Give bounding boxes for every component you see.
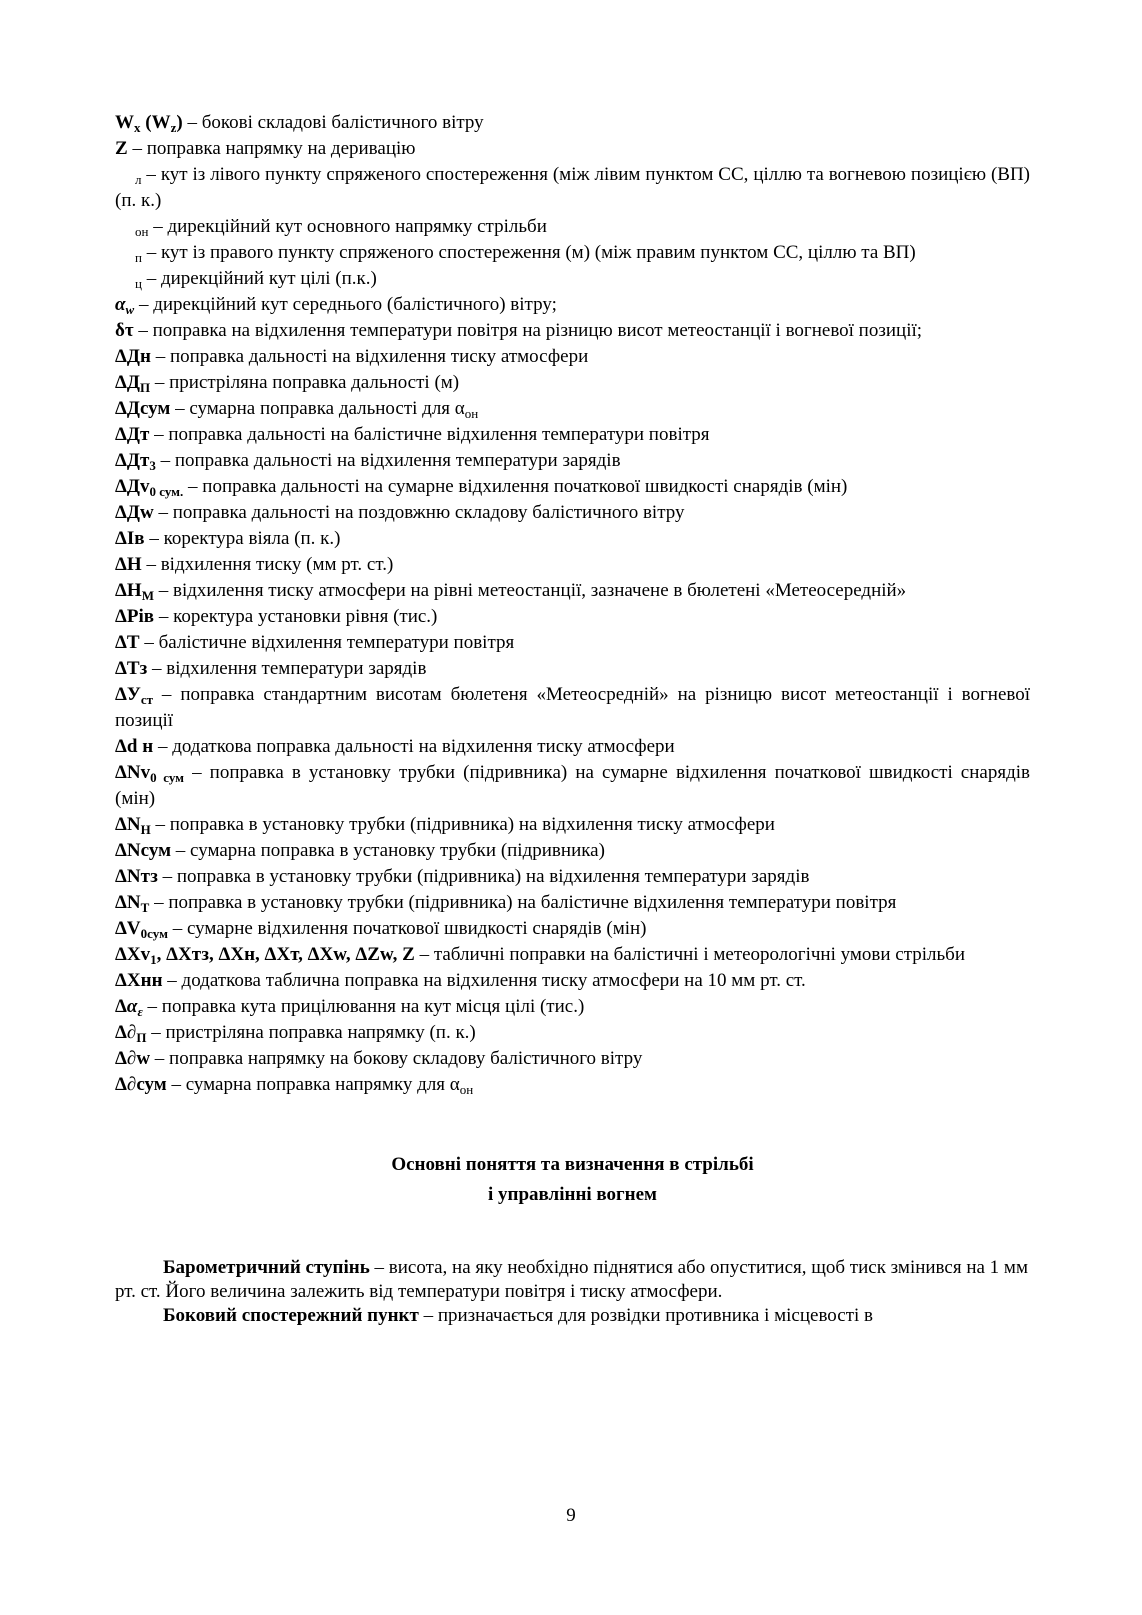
glossary-definition: – кут із лівого пункту спряженого спостереження (між лівим пунктом СС, ціллю та вогневою позицією (ВП) (п. к.) <box>115 164 1030 211</box>
glossary-entry <box>115 162 1030 214</box>
glossary-definition: – поправка в установку трубки (підривника) на відхилення тиску атмосфери <box>150 814 775 835</box>
glossary-entry <box>115 318 1030 344</box>
glossary-term: ΔН <box>115 554 142 575</box>
glossary-entry <box>115 604 1030 630</box>
glossary-entry <box>115 630 1030 656</box>
glossary-definition: – дирекційний кут основного напрямку стрільби <box>148 216 547 237</box>
section-heading-line2: і управлінні вогнем <box>488 1184 657 1205</box>
glossary-term: $\Delta\alpha_\varepsilon$ <box>115 996 143 1019</box>
glossary-definition: – поправка в установку трубки (підривника) на відхилення температури зарядів <box>157 866 810 887</box>
glossary-definition: – пристріляна поправка напрямку (п. к.) <box>146 1022 476 1043</box>
glossary-term: $W_x$ $(W_z)$ <box>115 112 183 135</box>
glossary-entry <box>115 734 1030 760</box>
glossary-term: п <box>135 250 142 265</box>
glossary-entry <box>115 136 1030 162</box>
glossary-term: δτ <box>115 320 134 341</box>
glossary-term: ΔДн <box>115 346 151 367</box>
glossary-definition: – балістичне відхилення температури повітря <box>139 632 515 653</box>
glossary-entry <box>115 214 1030 240</box>
glossary-term: он <box>135 224 149 239</box>
definition-paragraph: Боковий спостережний пункт – призначається для розвідки противника і місцевості в <box>163 1305 873 1326</box>
glossary-entry <box>115 760 1030 812</box>
glossary-term: ΔXнн <box>115 970 163 991</box>
glossary-entry <box>115 968 1030 994</box>
glossary-entry <box>115 1046 1030 1072</box>
glossary-term: $\Delta Д_П$ <box>115 372 151 395</box>
glossary-entry <box>115 890 1030 916</box>
glossary-term: ΔРів <box>115 606 155 627</box>
glossary-term: ΔXv$_1$, ΔXтз, ΔXн, ΔXт, ΔXw, ΔZw, Z <box>115 944 415 967</box>
glossary-term: ΔТз <box>115 658 148 679</box>
glossary-definition: – коректура віяла (п. к.) <box>144 528 341 549</box>
glossary-definition: – дирекційний кут середнього (балістичного) вітру; <box>134 294 557 315</box>
glossary-term: ΔТ <box>115 632 140 653</box>
glossary-definition: – поправка в установку трубки (підривника) на балістичне відхилення температури повітря <box>149 892 897 913</box>
glossary-entry <box>115 578 1030 604</box>
glossary-entry <box>115 942 1030 968</box>
glossary-term: ΔДсум <box>115 398 171 419</box>
glossary-term: ΔДv$_{0 сум.}$ <box>115 476 184 499</box>
glossary-definition: – поправка напрямку на деривацію <box>127 138 416 159</box>
page-number: 9 <box>566 1505 576 1526</box>
glossary-entry <box>115 474 1030 500</box>
glossary-definition: – поправка дальності на сумарне відхилення початкової швидкості снарядів (мін) <box>183 476 848 497</box>
glossary-entry <box>115 266 1030 292</box>
glossary-definition: – поправка кута прицілювання на кут місця цілі (тис.) <box>142 996 585 1017</box>
glossary-term: Z <box>115 138 128 159</box>
glossary-term: Δ∂сум <box>115 1074 167 1095</box>
glossary-definition: – сумарна поправка дальності для $\alpha_{он}$ <box>170 398 479 421</box>
section-heading <box>115 1150 1030 1210</box>
glossary-entry <box>115 916 1030 942</box>
glossary-entry <box>115 864 1030 890</box>
glossary-entry <box>115 682 1030 734</box>
glossary-term: ц <box>135 276 142 291</box>
glossary-definition: – поправка на відхилення температури повітря на різницю висот метеостанції і вогневої позиції; <box>133 320 923 341</box>
glossary-definition: – коректура установки рівня (тис.) <box>154 606 438 627</box>
glossary-entry <box>115 526 1030 552</box>
glossary-term: $\Delta V_{0сум}$ <box>115 918 168 941</box>
glossary-term: ΔДw <box>115 502 154 523</box>
glossary-term: Δd н <box>115 736 154 757</box>
glossary-entry <box>115 656 1030 682</box>
glossary-entry <box>115 448 1030 474</box>
glossary-definition: – бокові складові балістичного вітру <box>182 112 484 133</box>
glossary-entry <box>115 1072 1030 1098</box>
glossary-definition: – відхилення тиску (мм рт. ст.) <box>141 554 394 575</box>
glossary-entry <box>115 1020 1030 1046</box>
glossary-term: ΔNv$_{0 сум}$ <box>115 762 184 785</box>
glossary-definition: – поправка дальності на балістичне відхилення температури повітря <box>149 424 710 445</box>
glossary-entry <box>115 240 1030 266</box>
glossary-entry <box>115 552 1030 578</box>
glossary-entry <box>115 812 1030 838</box>
glossary-term: Δ∂w <box>115 1048 151 1069</box>
glossary-entry <box>115 838 1030 864</box>
glossary-definition: – сумарне відхилення початкової швидкості снарядів (мін) <box>167 918 647 939</box>
definition-paragraph: Барометричний ступінь – висота, на яку необхідно піднятися або опуститися, щоб тиск змінився на 1 мм рт. ст. Його величина залежить від температури повітря і тиску атмосфери. <box>115 1257 1028 1302</box>
glossary-term: ΔNтз <box>115 866 158 887</box>
glossary-list <box>115 110 1030 1098</box>
glossary-entry <box>115 344 1030 370</box>
glossary-definition: – табличні поправки на балістичні і метеорологічні умови стрільби <box>414 944 965 965</box>
glossary-definition: – поправка в установку трубки (підривника) на сумарне відхилення початкової швидкості снарядів (мін) <box>115 762 1030 809</box>
glossary-definition: – сумарна поправка напрямку для $\alpha_{он}$ <box>166 1074 474 1097</box>
glossary-definition: – поправка напрямку на бокову складову балістичного вітру <box>150 1048 643 1069</box>
glossary-term: ΔДт$_3$ <box>115 450 156 473</box>
glossary-term: $\Delta У_{ст}$ <box>115 684 154 707</box>
glossary-definition: – дирекційний кут цілі (п.к.) <box>141 268 377 289</box>
glossary-definition: – поправка дальності на відхилення температури зарядів <box>155 450 621 471</box>
glossary-term: ΔNсум <box>115 840 172 861</box>
glossary-definition: – кут із правого пункту спряженого спостереження (м) (між правим пунктом СС, ціллю та ВП) <box>141 242 916 263</box>
section-heading-line1: Основні поняття та визначення в стрільбі <box>391 1154 754 1175</box>
glossary-definition: – додаткова таблична поправка на відхилення тиску атмосфери на 10 мм рт. ст. <box>162 970 806 991</box>
glossary-term: $\Delta\partial_П$ <box>115 1022 147 1045</box>
glossary-definition: – поправка дальності на поздовжню складову балістичного вітру <box>153 502 685 523</box>
glossary-term: л <box>135 172 142 187</box>
glossary-entry <box>115 500 1030 526</box>
glossary-term: $\Delta N_Н$ <box>115 814 151 837</box>
glossary-definition: – поправка стандартним висотам бюлетеня «Метеосредній» на різницю висот метеостанції і вогневої позиції <box>115 684 1030 731</box>
glossary-term: ΔІв <box>115 528 145 549</box>
glossary-term: $\Delta Н_М$ <box>115 580 154 603</box>
glossary-entry <box>115 370 1030 396</box>
glossary-definition: – поправка дальності на відхилення тиску атмосфери <box>150 346 589 367</box>
glossary-definition: – сумарна поправка в установку трубки (підривника) <box>171 840 605 861</box>
glossary-entry <box>115 110 1030 136</box>
glossary-entry <box>115 292 1030 318</box>
glossary-definition: – відхилення температури зарядів <box>147 658 427 679</box>
glossary-entry <box>115 994 1030 1020</box>
glossary-definition: – відхилення тиску атмосфери на рівні метеостанції, зазначене в бюлетені «Метеосередній» <box>153 580 907 601</box>
glossary-entry <box>115 422 1030 448</box>
glossary-term: $\alpha_w$ <box>115 294 135 317</box>
definitions-section <box>115 1256 1030 1328</box>
glossary-term: $\Delta N_Т$ <box>115 892 150 915</box>
definition-term: Боковий спостережний пункт <box>163 1305 419 1326</box>
definition-term: Барометричний ступінь <box>163 1257 370 1278</box>
glossary-entry <box>115 396 1030 422</box>
glossary-term: ΔДт <box>115 424 150 445</box>
glossary-definition: – додаткова поправка дальності на відхилення тиску атмосфери <box>153 736 675 757</box>
glossary-definition: – пристріляна поправка дальності (м) <box>150 372 460 393</box>
